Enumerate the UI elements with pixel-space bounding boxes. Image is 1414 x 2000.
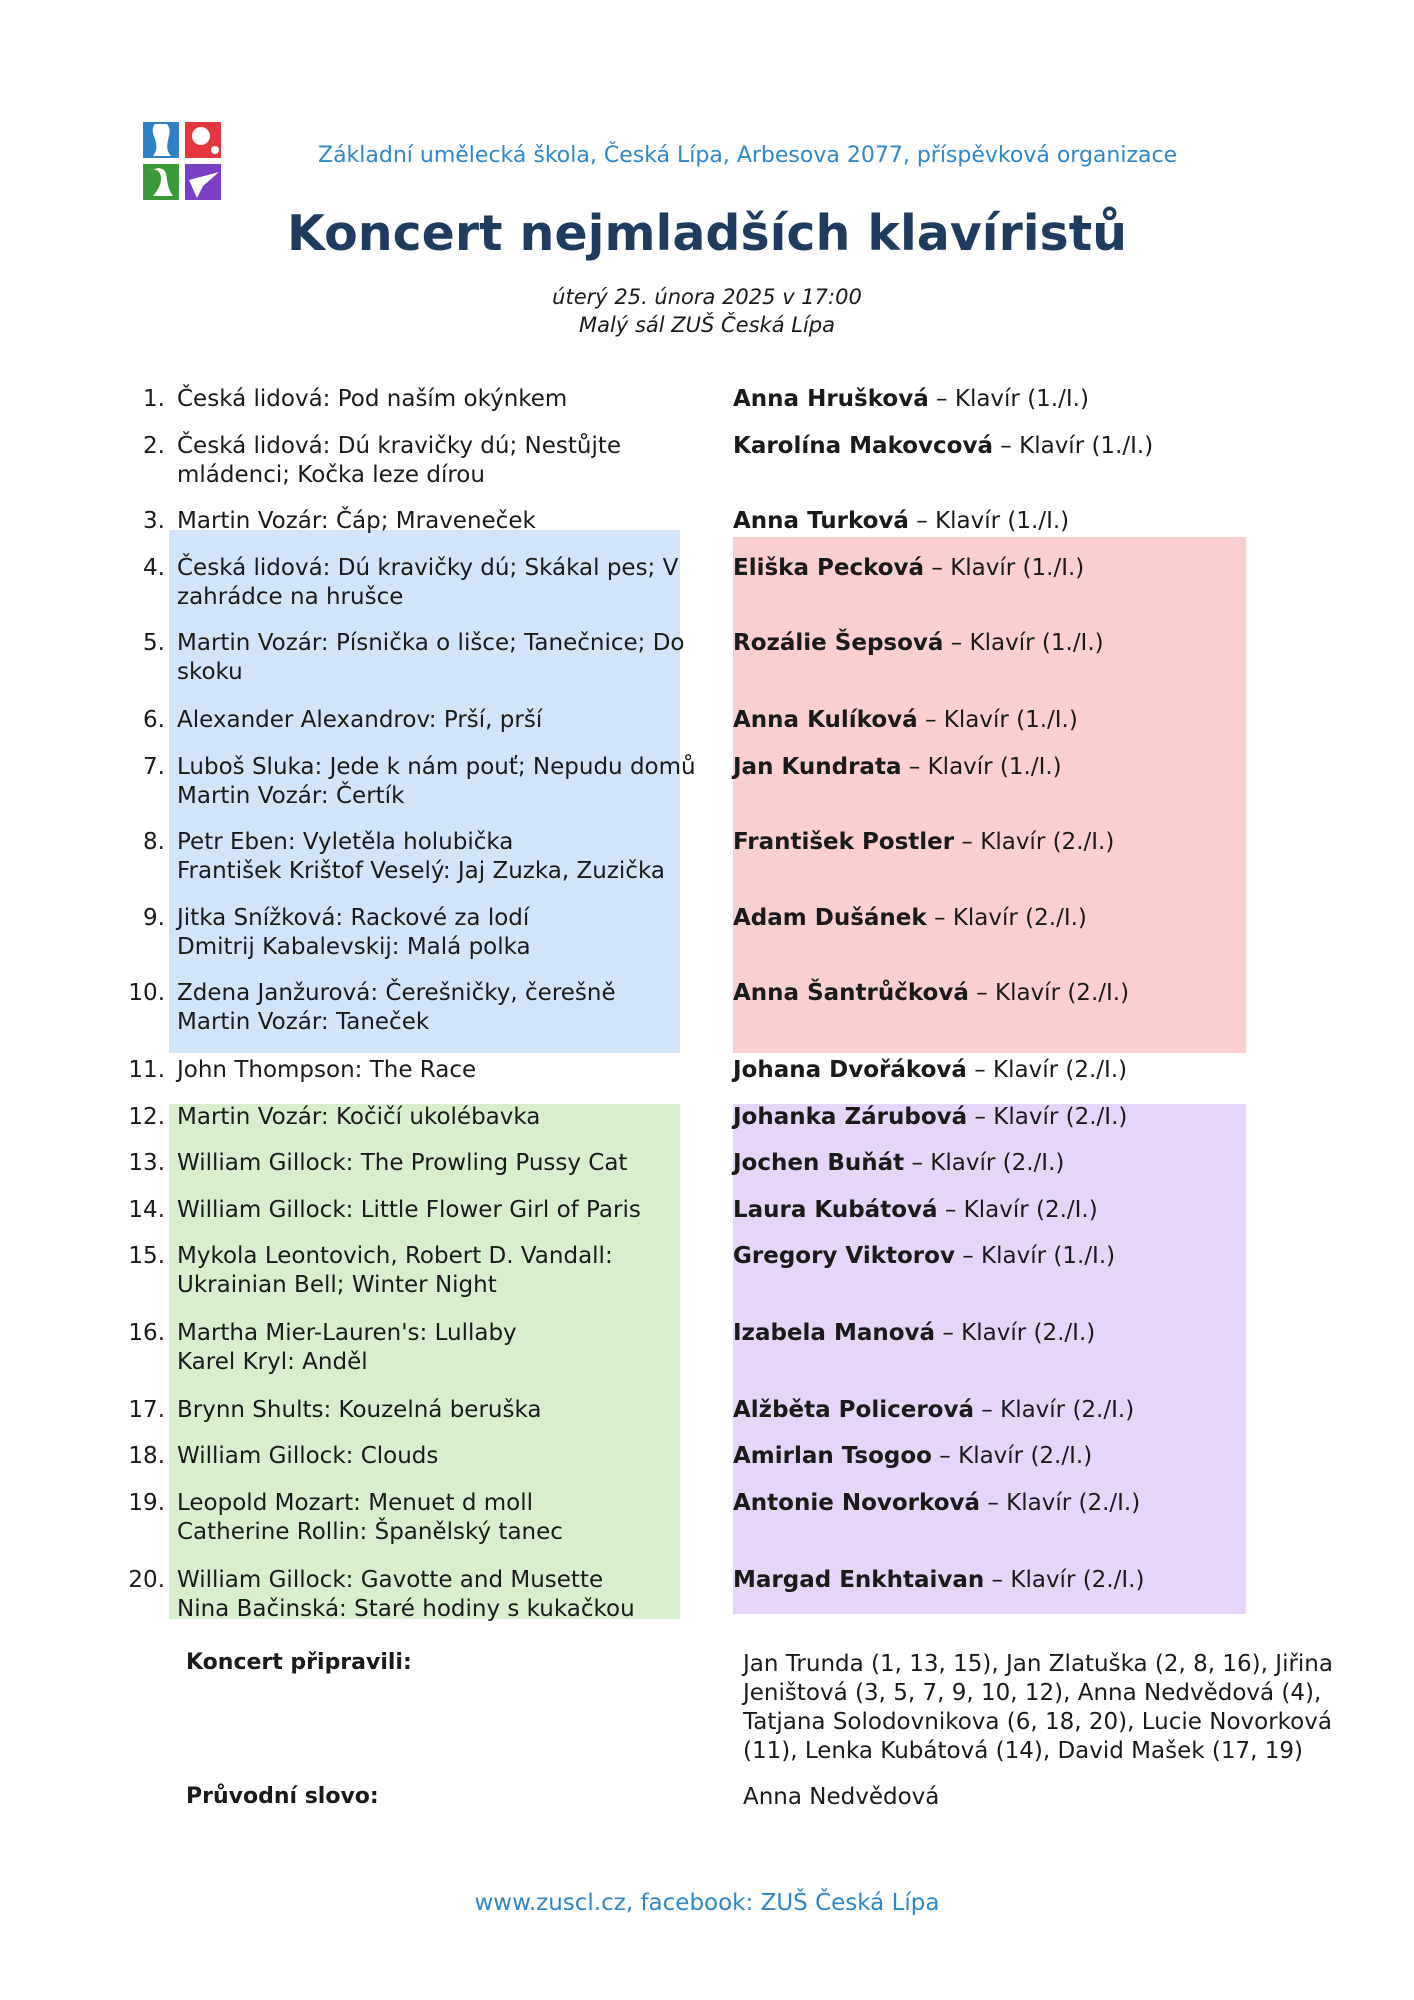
prepared-text: Jan Trunda (1, 13, 15), Jan Zlatuška (2, 8, 16), Jiřina Jeništová (3, 5, 7, 9, 10, 12), Anna Nedvědová (4), Tatjana Solodovnikova (6, 18, 20), Lucie Novorková (11), Lenka Kubátová (14), David Mašek (17, 19) (743, 1651, 1333, 1764)
guide-label: Průvodní slovo: (186, 1784, 379, 1809)
program-item-performer (733, 753, 1373, 782)
program-item-performer (733, 507, 1373, 536)
program-item-piece: John Thompson: The Race (177, 1057, 477, 1083)
program-item-performer (733, 828, 1373, 857)
performer-instrument: – Klavír (2./I.) (926, 905, 1087, 931)
performer-name: Rozálie Šepsová (733, 630, 944, 656)
performer-instrument: – Klavír (2./I.) (984, 1567, 1145, 1593)
performer-instrument: – Klavír (1./I.) (901, 754, 1062, 780)
program-item-number: 8. (143, 829, 165, 855)
program-item-piece: Alexander Alexandrov: Prší, prší (177, 707, 543, 733)
performer-name: Anna Turková (733, 508, 909, 534)
performer-name: Anna Kulíková (733, 707, 918, 733)
performer-name: František Postler (733, 829, 955, 855)
program-item-number: 5. (143, 630, 165, 656)
performer-instrument: – Klavír (2./I.) (931, 1443, 1093, 1469)
program-item-number: 10. (128, 980, 165, 1006)
performer-instrument: – Klavír (2./I.) (968, 980, 1130, 1006)
program-item-number: 16. (128, 1320, 165, 1346)
program-item-piece: Česká lidová: Dú kravičky dú; Nestůjte mládenci; Kočka leze dírou (177, 433, 621, 488)
program-item-performer (733, 1196, 1373, 1225)
program-item-performer (733, 554, 1373, 583)
performer-name: Johana Dvořáková (733, 1057, 967, 1083)
program-item-piece: William Gillock: Clouds (177, 1443, 439, 1469)
program-item-number: 14. (128, 1197, 165, 1223)
program-item-performer (733, 1103, 1373, 1132)
performer-instrument: – Klavír (2./I.) (954, 829, 1115, 855)
program-item-number: 18. (128, 1443, 165, 1469)
performer-name: Jan Kundrata (733, 754, 902, 780)
program-item-number: 1. (143, 386, 165, 412)
program-item-piece: Luboš Sluka: Jede k nám pouť; Nepudu domů Martin Vozár: Čertík (177, 754, 696, 809)
performer-name: Izabela Manová (733, 1320, 936, 1346)
program-item-number: 20. (128, 1567, 165, 1593)
performer-name: Adam Dušánek (733, 905, 927, 931)
performer-name: Margad Enkhtaivan (733, 1567, 985, 1593)
program-item-piece: Martin Vozár: Kočičí ukolébavka (177, 1104, 541, 1130)
program-item-piece: William Gillock: The Prowling Pussy Cat (177, 1150, 628, 1176)
performer-name: Eliška Pecková (733, 555, 925, 581)
program-item-performer (733, 1319, 1373, 1348)
performer-name: Anna Hrušková (733, 386, 929, 412)
program-item-performer (733, 904, 1373, 933)
program-item-number: 2. (143, 433, 165, 459)
prepared-label: Koncert připravili: (186, 1650, 412, 1675)
program-item-piece: Jitka Snížková: Rackové za lodí Dmitrij Kabalevskij: Malá polka (177, 905, 531, 960)
school-name: Základní umělecká škola, Česká Lípa, Arbesova 2077, příspěvková organizace (318, 143, 1178, 168)
background-purple-block (733, 1104, 1246, 1614)
program-item-performer (733, 979, 1373, 1008)
performer-name: Antonie Novorková (733, 1490, 981, 1516)
performer-instrument: – Klavír (2./I.) (980, 1490, 1141, 1516)
performer-name: Karolína Makovcová (733, 433, 993, 459)
performer-instrument: – Klavír (1./I.) (993, 433, 1154, 459)
performer-instrument: – Klavír (2./I.) (966, 1057, 1128, 1083)
page-title: Koncert nejmladších klavíristů (286, 205, 1128, 262)
performer-name: Alžběta Policerová (733, 1397, 974, 1423)
performer-name: Anna Šantrůčková (733, 980, 969, 1006)
school-logo-icon (141, 120, 223, 200)
program-item-performer (733, 1566, 1373, 1595)
program-item-number: 4. (143, 555, 165, 581)
performer-instrument: – Klavír (1./I.) (954, 1243, 1116, 1269)
program-item-piece: Mykola Leontovich, Robert D. Vandall: Ukrainian Bell; Winter Night (177, 1243, 613, 1298)
performer-name: Amirlan Tsogoo (733, 1443, 932, 1469)
program-item-number: 3. (143, 508, 165, 534)
performer-name: Gregory Viktorov (733, 1243, 955, 1269)
program-item-performer (733, 706, 1373, 735)
program-item-piece: Česká lidová: Dú kravičky dú; Skákal pes; V zahrádce na hrušce (177, 555, 679, 610)
performer-instrument: – Klavír (2./I.) (904, 1150, 1065, 1176)
program-item-number: 19. (128, 1490, 165, 1516)
program-item-piece: Zdena Janžurová: Čerešničky, čerešně Martin Vozár: Taneček (177, 980, 616, 1035)
performer-instrument: – Klavír (1./I.) (928, 386, 1089, 412)
program-item-performer (733, 385, 1373, 414)
program-item-piece: Leopold Mozart: Menuet d moll Catherine Rollin: Španělský tanec (177, 1490, 563, 1545)
program-item-piece: Česká lidová: Pod naším okýnkem (177, 386, 568, 412)
performer-instrument: – Klavír (1./I.) (917, 707, 1078, 733)
performer-instrument: – Klavír (2./I.) (973, 1397, 1135, 1423)
performer-instrument: – Klavír (1./I.) (924, 555, 1085, 581)
concert-venue: Malý sál ZUŠ Česká Lípa (579, 313, 835, 337)
program-item-piece: Martin Vozár: Písnička o lišce; Tanečnice; Do skoku (177, 630, 685, 685)
guide-text: Anna Nedvědová (743, 1784, 940, 1810)
program-item-performer (733, 1149, 1373, 1178)
program-item-piece: Martha Mier-Lauren's: Lullaby Karel Kryl: Anděl (177, 1320, 517, 1375)
program-item-piece: William Gillock: Little Flower Girl of Paris (177, 1197, 641, 1223)
performer-name: Johanka Zárubová (733, 1104, 968, 1130)
program-item-number: 11. (128, 1057, 165, 1083)
performer-instrument: – Klavír (2./I.) (935, 1320, 1096, 1346)
program-item-performer (733, 1242, 1373, 1271)
program-item-number: 6. (143, 707, 165, 733)
performer-instrument: – Klavír (2./I.) (937, 1197, 1098, 1223)
program-item-number: 9. (143, 905, 165, 931)
background-pink-block (733, 537, 1246, 1053)
program-item-performer (733, 629, 1373, 658)
program-item-piece: Petr Eben: Vyletěla holubička František Krištof Veselý: Jaj Zuzka, Zuzička (177, 829, 665, 884)
program-item-piece: Brynn Shults: Kouzelná beruška (177, 1397, 542, 1423)
program-item-performer (733, 1489, 1373, 1518)
program-item-performer (733, 1056, 1373, 1085)
performer-instrument: – Klavír (1./I.) (943, 630, 1104, 656)
footer-links: www.zuscl.cz, facebook: ZUŠ Česká Lípa (474, 1890, 940, 1916)
program-item-number: 12. (128, 1104, 165, 1130)
program-item-number: 7. (143, 754, 165, 780)
program-item-number: 17. (128, 1397, 165, 1423)
program-item-number: 13. (128, 1150, 165, 1176)
concert-date: úterý 25. února 2025 v 17:00 (552, 285, 862, 309)
program-item-performer (733, 432, 1373, 461)
performer-instrument: – Klavír (2./I.) (967, 1104, 1128, 1130)
performer-name: Laura Kubátová (733, 1197, 938, 1223)
performer-name: Jochen Buňát (733, 1150, 905, 1176)
program-item-number: 15. (128, 1243, 165, 1269)
performer-instrument: – Klavír (1./I.) (908, 508, 1070, 534)
program-item-piece: William Gillock: Gavotte and Musette Nina Bačinská: Staré hodiny s kukačkou (177, 1567, 635, 1622)
program-item-performer (733, 1396, 1373, 1425)
program-item-performer (733, 1442, 1373, 1471)
program-item-piece: Martin Vozár: Čáp; Mraveneček (177, 508, 536, 534)
